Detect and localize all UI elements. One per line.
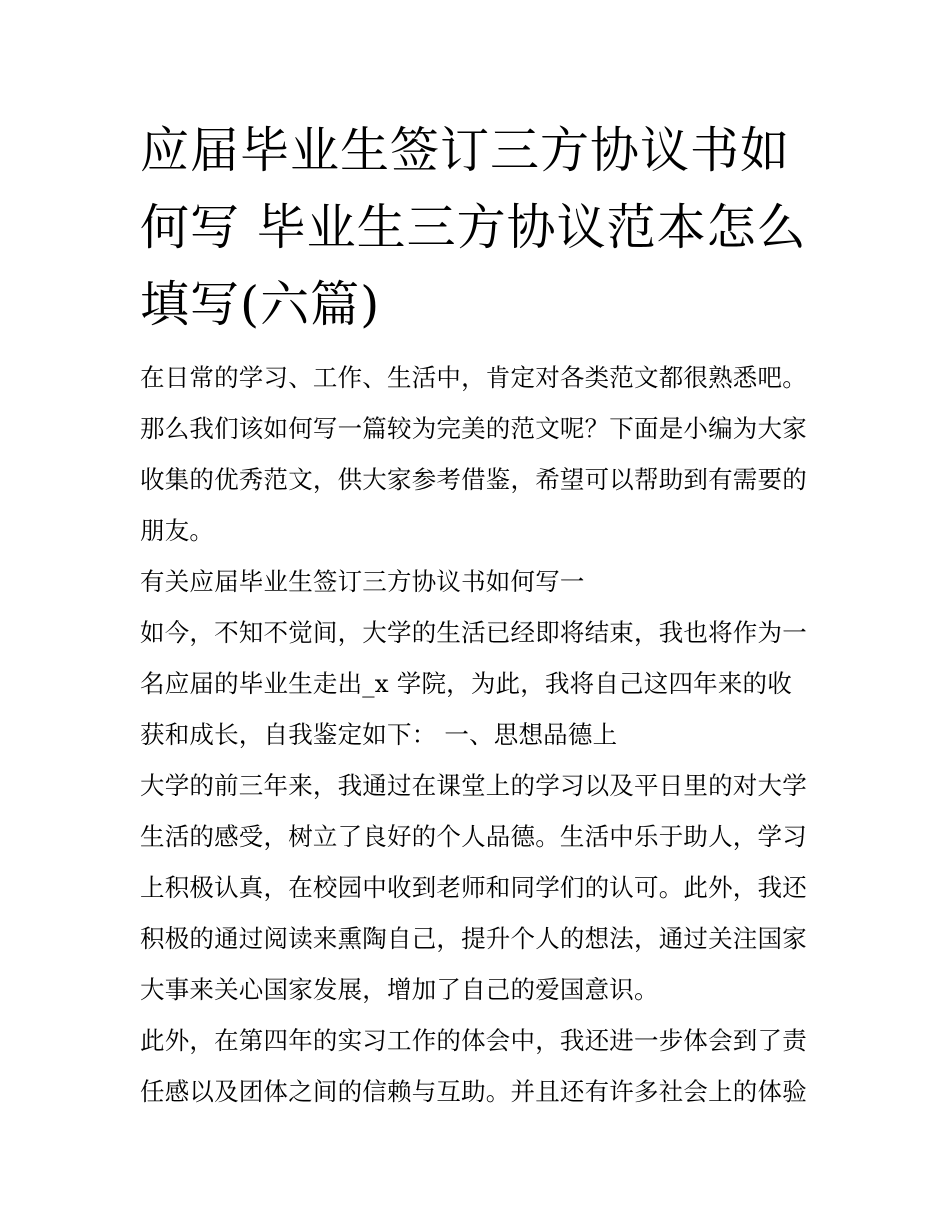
body-line: 获和成长，自我鉴定如下： 一、思想品德上 bbox=[140, 720, 618, 749]
body-line: 此外，在第四年的实习工作的体会中，我还进一步体会到了责 bbox=[140, 1026, 807, 1055]
body-line: 名应届的毕业生走出_x 学院，为此，我将自己这四年来的收 bbox=[140, 669, 792, 698]
body-line: 大学的前三年来，我通过在课堂上的学习以及平日里的对大学 bbox=[140, 771, 807, 800]
body-line: 上积极认真，在校园中收到老师和同学们的认可。此外，我还 bbox=[140, 873, 807, 902]
body-line: 那么我们该如何写一篇较为完美的范文呢？下面是小编为大家 bbox=[140, 414, 807, 443]
body-line: 如今，不知不觉间，大学的生活已经即将结束，我也将作为一 bbox=[140, 618, 807, 647]
body-line: 朋友。 bbox=[140, 516, 215, 545]
body-line: 大事来关心国家发展，增加了自己的爱国意识。 bbox=[140, 975, 659, 1004]
body-line: 生活的感受，树立了良好的个人品德。生活中乐于助人，学习 bbox=[140, 822, 807, 851]
body-line: 收集的优秀范文，供大家参考借鉴，希望可以帮助到有需要的 bbox=[140, 465, 807, 494]
body-line: 积极的通过阅读来熏陶自己，提升个人的想法，通过关注国家 bbox=[140, 924, 807, 953]
title-line: 填写(六篇) bbox=[140, 276, 381, 333]
document-title bbox=[140, 112, 840, 343]
body-line: 任感以及团体之间的信赖与互助。并且还有许多社会上的体验 bbox=[140, 1077, 807, 1106]
document-body bbox=[140, 352, 820, 1117]
body-line: 在日常的学习、工作、生活中，肯定对各类范文都很熟悉吧。 bbox=[140, 363, 807, 392]
title-line: 何写 毕业生三方协议范本怎么 bbox=[140, 199, 807, 256]
section-heading: 有关应届毕业生签订三方协议书如何写一 bbox=[140, 567, 585, 596]
title-line: 应届毕业生签订三方协议书如 bbox=[140, 122, 791, 179]
